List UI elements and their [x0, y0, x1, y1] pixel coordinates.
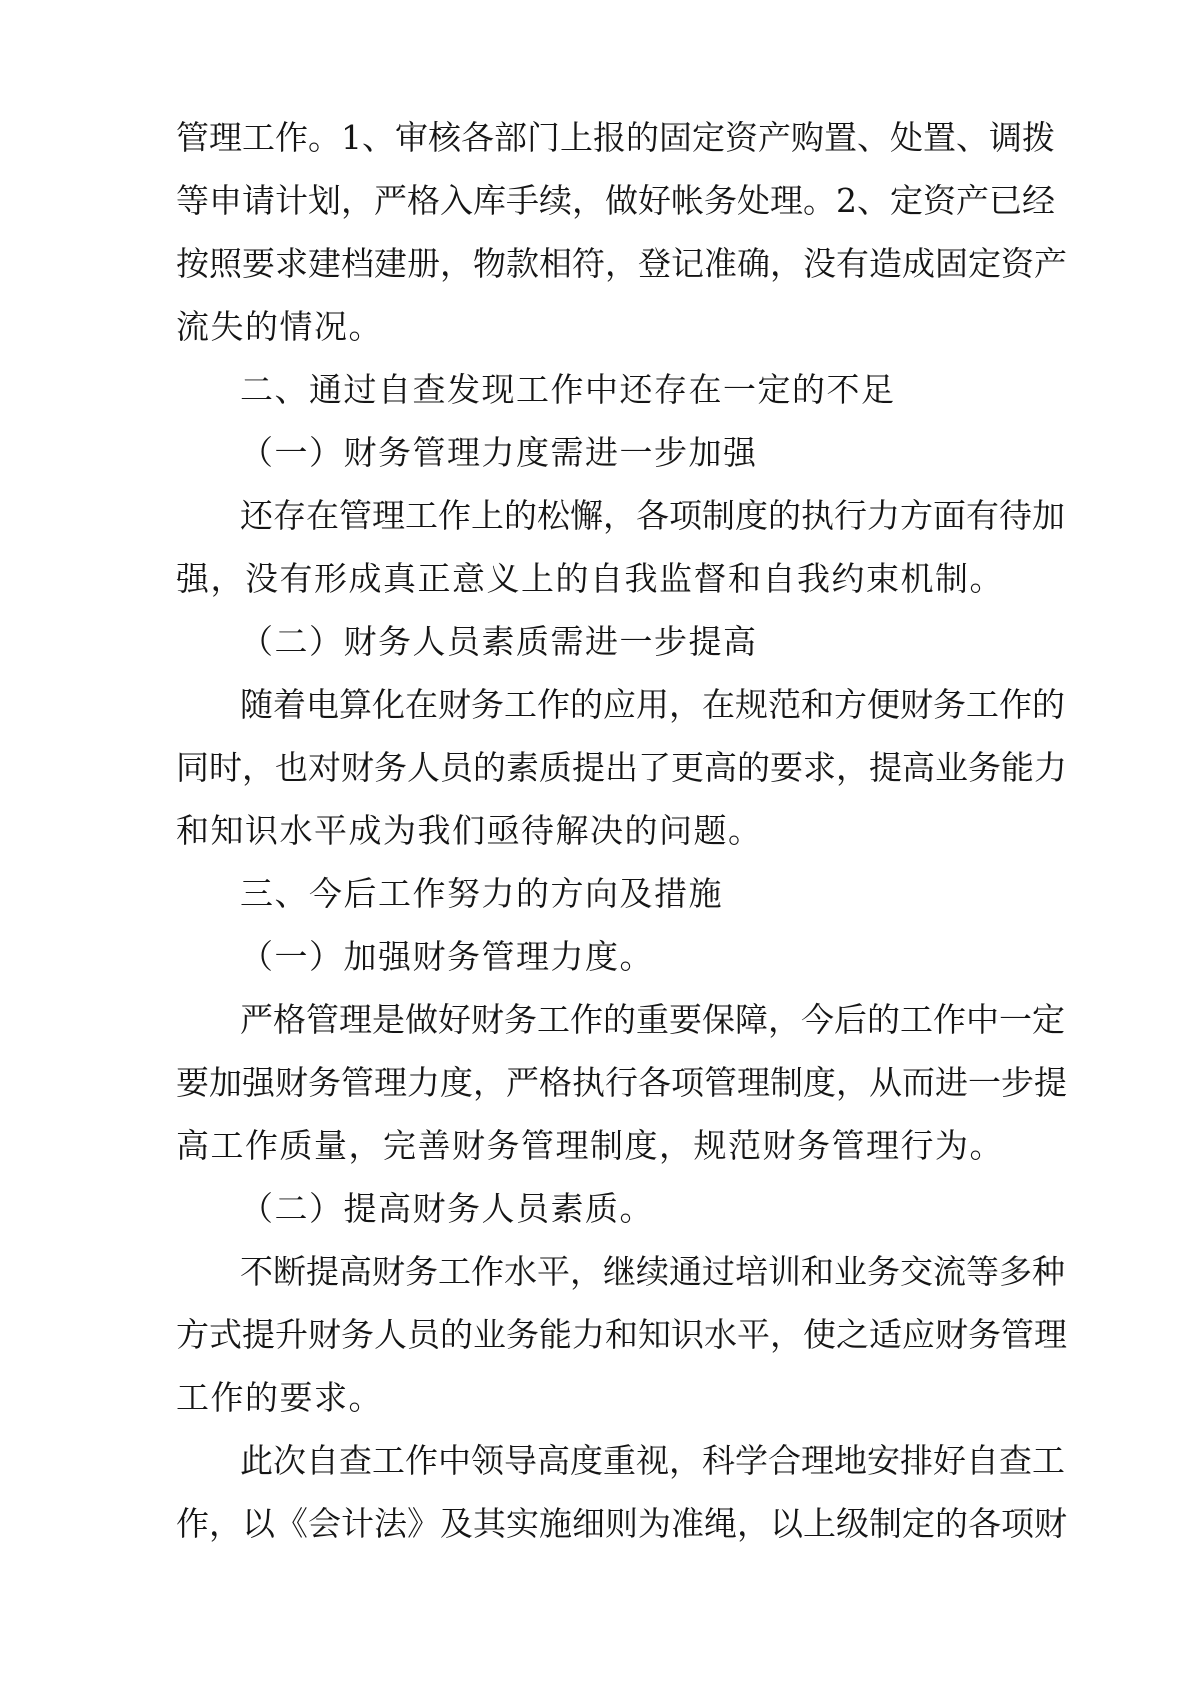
text-line: 作，以《会计法》及其实施细则为准绳，以上级制定的各项财: [176, 1504, 1067, 1543]
text-line: 按照要求建档建册，物款相符，登记准确，没有造成固定资产: [176, 244, 1067, 283]
text-line: 高工作质量，完善财务管理制度，规范财务管理行为。: [176, 1126, 1004, 1165]
text-line: 方式提升财务人员的业务能力和知识水平，使之适应财务管理: [176, 1315, 1067, 1354]
text-line: 工作的要求。: [176, 1378, 383, 1417]
text-line: 管理工作。1、审核各部门上报的固定资产购置、处置、调拨: [176, 118, 1055, 157]
subsection-heading: （一）财务管理力度需进一步加强: [240, 433, 758, 472]
text-line: 严格管理是做好财务工作的重要保障，今后的工作中一定: [240, 1000, 1065, 1039]
text-line: 和知识水平成为我们亟待解决的问题。: [176, 811, 763, 850]
text-line: 此次自查工作中领导高度重视，科学合理地安排好自查工: [240, 1441, 1065, 1480]
text-line: 同时，也对财务人员的素质提出了更高的要求，提高业务能力: [176, 748, 1067, 787]
text-line: 强，没有形成真正意义上的自我监督和自我约束机制。: [176, 559, 1004, 598]
section-heading: 三、今后工作努力的方向及措施: [240, 874, 723, 913]
text-line: 流失的情况。: [176, 307, 383, 346]
section-heading: 二、通过自查发现工作中还存在一定的不足: [240, 370, 896, 409]
text-line: 等申请计划，严格入库手续，做好帐务处理。2、定资产已经: [176, 181, 1055, 220]
text-line: 不断提高财务工作水平，继续通过培训和业务交流等多种: [240, 1252, 1065, 1291]
subsection-heading: （二）提高财务人员素质。: [240, 1189, 654, 1228]
subsection-heading: （二）财务人员素质需进一步提高: [240, 622, 758, 661]
text-line: 随着电算化在财务工作的应用，在规范和方便财务工作的: [240, 685, 1065, 724]
subsection-heading: （一）加强财务管理力度。: [240, 937, 654, 976]
text-line: 要加强财务管理力度，严格执行各项管理制度，从而进一步提: [176, 1063, 1067, 1102]
text-line: 还存在管理工作上的松懈，各项制度的执行力方面有待加: [240, 496, 1065, 535]
